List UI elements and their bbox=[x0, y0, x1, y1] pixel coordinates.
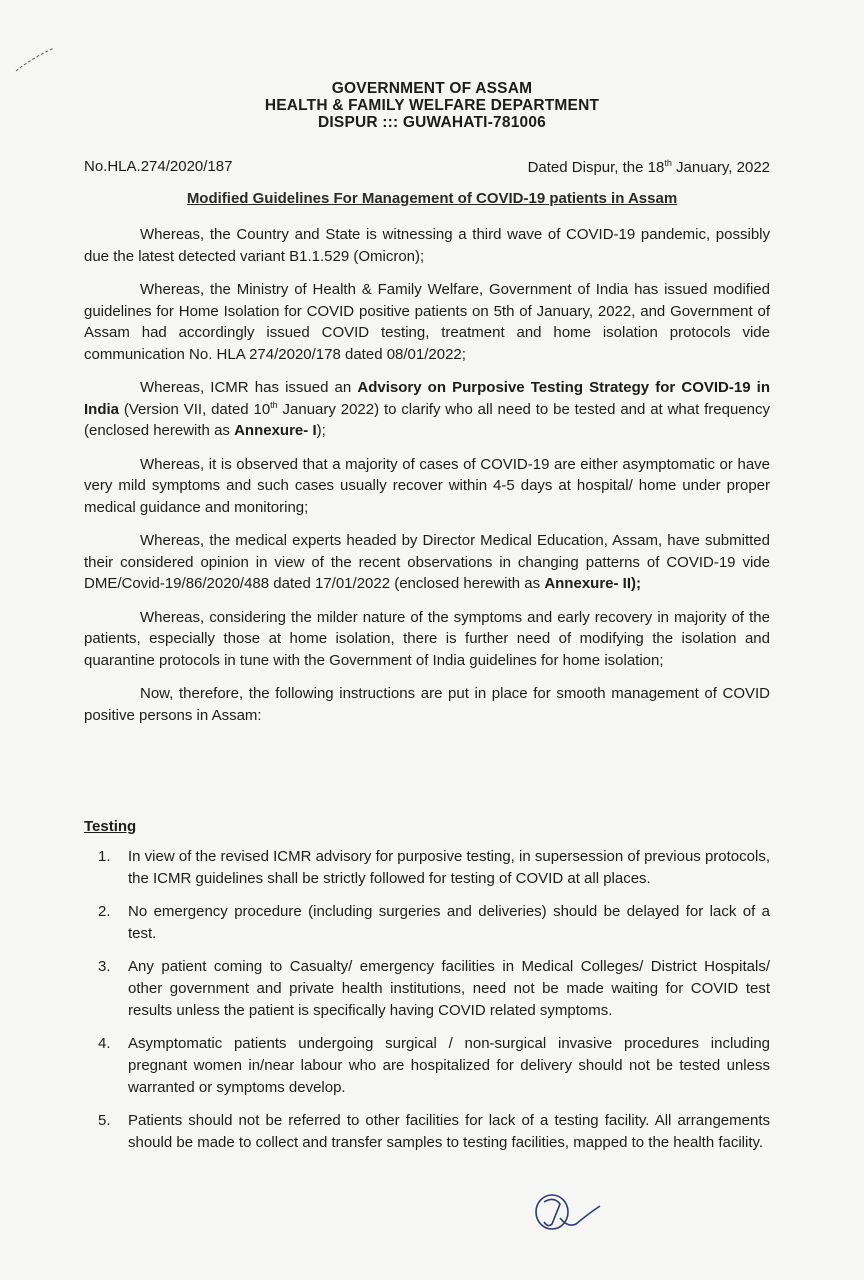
paragraph-1: Whereas, the Country and State is witnessing a third wave of COVID-19 pandemic, possibly due the latest detected variant B1.1.529 (Omicron); bbox=[84, 226, 770, 265]
letterhead-department: HEALTH & FAMILY WELFARE DEPARTMENT bbox=[264, 97, 600, 114]
subject-text: Modified Guidelines For Management of COVID-19 patients in Assam bbox=[186, 190, 678, 207]
paragraph-5: Whereas, the medical experts headed by Director Medical Education, Assam, have submitted their considered opinion in view of the recent observations in changing patterns of COVID-19 vide DME/Covid-19/86/2020/488 dated 17/01/2022 (enclosed herewith as Annexure- II); bbox=[84, 532, 770, 592]
section-title-testing: Testing bbox=[84, 818, 137, 835]
reference-number: No.HLA.274/2020/187 bbox=[84, 158, 233, 175]
list-item: 3. Any patient coming to Casualty/ emergency facilities in Medical Colleges/ District Hospitals/ other government and private health institutions, need not be made waiting for COVID test results unless the patient is specifically having COVID related symptoms. bbox=[98, 958, 770, 1019]
reference-line bbox=[84, 158, 770, 176]
letterhead-government: GOVERNMENT OF ASSAM bbox=[331, 80, 533, 97]
document-body bbox=[84, 224, 770, 738]
paragraph-2: Whereas, the Ministry of Health & Family Welfare, Government of India has issued modified guidelines for Home Isolation for COVID positive patients on 5th of January, 2022, and Government of Assam had accordingly issued COVID testing, treatment and home isolation protocols vide communication No. HLA 274/2020/178 dated 08/01/2022; bbox=[84, 281, 770, 363]
list-item: 4. Asymptomatic patients undergoing surgical / non-surgical invasive procedures including pregnant women in/near labour who are hospitalized for delivery should not be tested unless warranted or symptoms develop. bbox=[98, 1035, 770, 1096]
paragraph-7: Now, therefore, the following instructions are put in place for smooth management of COVID positive persons in Assam: bbox=[84, 685, 770, 724]
list-item: 5. Patients should not be referred to other facilities for lack of a testing facility. All arrangements should be made to collect and transfer samples to testing facilities, mapped to the health facility. bbox=[98, 1112, 770, 1151]
handwritten-initials-signature bbox=[530, 1188, 606, 1238]
paragraph-3: Whereas, ICMR has issued an Advisory on Purposive Testing Strategy for COVID-19 in India (Version VII, dated 10th January 2022) to clarify who all need to be tested and at what frequency (enclosed herewith as Annexure- I); bbox=[84, 379, 770, 439]
letterhead bbox=[0, 80, 864, 131]
reference-date: Dated Dispur, the 18th January, 2022 bbox=[527, 158, 770, 176]
subject-line bbox=[0, 190, 864, 208]
paragraph-4: Whereas, it is observed that a majority of cases of COVID-19 are either asymptomatic or have very mild symptoms and such cases usually recover within 4-5 days at hospital/ home under proper medical guidance and monitoring; bbox=[84, 455, 770, 516]
testing-list bbox=[84, 846, 770, 1165]
list-item: 2. No emergency procedure (including surgeries and deliveries) should be delayed for lack of a test. bbox=[98, 903, 770, 942]
list-item: 1. In view of the revised ICMR advisory for purposive testing, in supersession of previous protocols, the ICMR guidelines shall be strictly followed for testing of COVID at all places. bbox=[98, 848, 770, 887]
paragraph-6: Whereas, considering the milder nature of the symptoms and early recovery in majority of the patients, especially those at home isolation, there is further need of modifying the isolation and quarantine protocols in tune with the Government of India guidelines for home isolation; bbox=[84, 608, 770, 669]
pen-stroke-mark bbox=[14, 44, 58, 74]
letterhead-address: DISPUR ::: GUWAHATI-781006 bbox=[318, 114, 546, 131]
